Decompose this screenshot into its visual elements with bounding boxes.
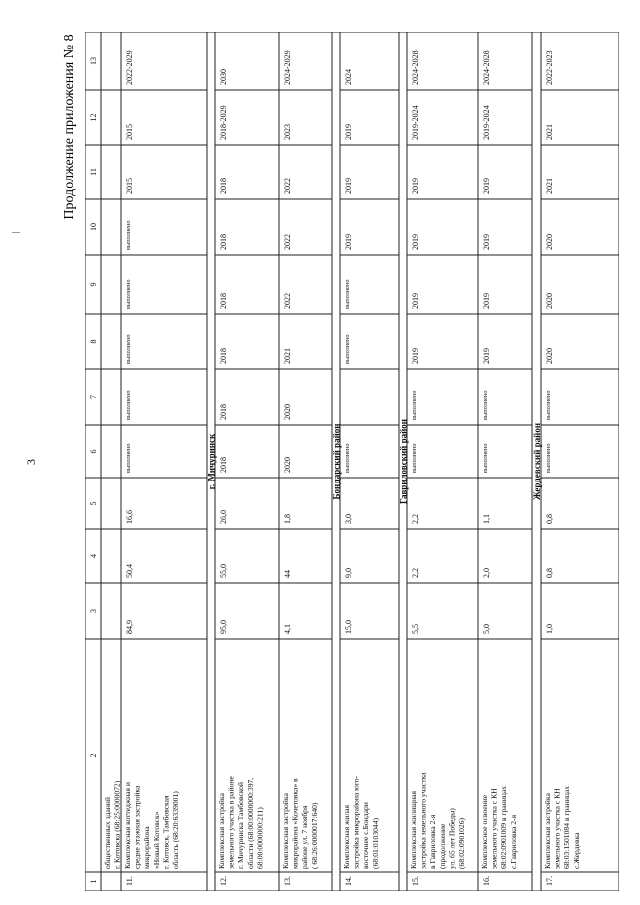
row-description: Комплексная застройка	[543, 793, 552, 869]
cell-c8: 2021	[283, 348, 292, 364]
cell-c3: 95,0	[219, 620, 228, 634]
cell-c10: 2019	[482, 234, 491, 250]
row-description: «Новый Котовск»	[151, 811, 161, 869]
row-description: г. Мичуринска Тамбовской	[236, 782, 246, 869]
cell-c11: 2019	[411, 178, 420, 194]
cell-c8: выполнено	[344, 334, 351, 364]
cell-c11: 2019	[344, 178, 353, 194]
cell-c4: 50,4	[125, 564, 134, 578]
cell-c3: 84,9	[125, 620, 134, 634]
data-table	[85, 32, 619, 891]
cell-c6: выполнено	[125, 443, 132, 473]
cell-c5: 1,1	[482, 514, 491, 524]
row-description: Комплексная коттеджная и	[123, 782, 132, 869]
column-header: 13	[89, 57, 98, 65]
row-description: Комплексная застройка	[217, 793, 226, 869]
cell-c6: выполнено	[545, 443, 552, 473]
cell-c9: выполнено	[344, 279, 351, 309]
cell-c7: выполнено	[545, 390, 552, 420]
cell-c8: 2019	[411, 348, 420, 364]
cell-c8: 2019	[482, 348, 491, 364]
cell-c11: 2022	[283, 178, 292, 194]
column-header: 5	[89, 501, 98, 506]
cell-c4: 44	[283, 570, 292, 578]
cell-c4: 2,0	[482, 568, 491, 578]
column-header: 8	[89, 339, 98, 344]
cell-c12: 2021	[545, 124, 554, 140]
cell-c7: 2018	[219, 404, 228, 420]
row-number: 15.	[411, 876, 420, 886]
cell-c4: 0,8	[545, 568, 554, 578]
row-description: Комплексное освоение	[480, 794, 489, 869]
cell-c13: 2022-2029	[125, 50, 134, 85]
column-header: 1	[89, 879, 98, 884]
cell-c9: 2022	[283, 293, 292, 309]
cell-c8: выполнено	[125, 334, 132, 364]
column-header: 12	[89, 113, 98, 122]
section-header: Жердевский район	[532, 422, 542, 501]
cell-c7: выполнено	[411, 390, 418, 420]
cell-c5: 1,8	[283, 514, 292, 524]
cell-c13: 2022-2023	[545, 50, 554, 85]
cell-c5: 16,6	[125, 510, 134, 524]
column-header: 9	[89, 282, 98, 287]
cell-c10: выполнено	[125, 220, 132, 250]
row-description: общественных зданий	[103, 797, 112, 869]
cell-c9: 2019	[482, 293, 491, 309]
cell-c6: 2018	[219, 457, 228, 473]
column-header: 2	[89, 753, 98, 758]
row-description: области (68:00:0000000:397,	[245, 777, 255, 869]
row-description: г. Котовска (68:25:0000072)	[112, 780, 122, 869]
cell-c10: 2022	[283, 234, 292, 250]
row-description: Комплексная застройка	[281, 793, 290, 869]
cell-c13: 2024	[344, 69, 353, 85]
row-description: г. Котовск, Тамбовская	[161, 795, 171, 869]
row-description: (68:02:0901026)	[457, 817, 466, 869]
row-description: земельного участка с КН	[552, 788, 562, 869]
continuation-title: Продолжение приложения № 8	[62, 34, 77, 220]
column-header: 4	[89, 554, 98, 558]
column-header: 10	[89, 223, 98, 231]
row-number: 13.	[283, 876, 292, 886]
cell-c4: 9,0	[344, 568, 353, 578]
row-description: ( 68:26:0000017:640)	[309, 802, 319, 869]
row-description: 68:02:0901009 в границах	[499, 785, 509, 869]
row-description: с.Гавриловка 2-я	[508, 814, 518, 869]
row-number: 16.	[482, 876, 491, 886]
column-header: 11	[89, 168, 98, 176]
section-header: Бондарский район	[331, 423, 342, 500]
cell-c10: 2019	[344, 234, 353, 250]
cell-c12: 2018-2029	[219, 105, 228, 140]
cell-c6: выполнено	[344, 443, 351, 473]
section-header: г. Мичуринск	[206, 433, 217, 490]
cell-c5: 3,0	[344, 514, 353, 524]
cell-c11: 2019	[482, 178, 491, 194]
row-description: ул. 65 лет Победы)	[447, 808, 457, 869]
section-header: Гавриловский район	[398, 419, 409, 504]
row-description: средне этажная застройка	[132, 785, 142, 869]
row-description: Комплексная жилищная	[409, 790, 418, 869]
cell-c13: 2024-2028	[482, 50, 491, 85]
cell-c12: 2019-2024	[411, 105, 420, 140]
cell-c5: 2,2	[411, 514, 420, 524]
cell-c13: 2024-2029	[283, 50, 292, 85]
row-description: (68:01:0103044)	[370, 817, 380, 869]
row-description: 68:03:1501084 в границах	[562, 785, 572, 869]
cell-c12: 2019-2024	[482, 105, 491, 140]
cell-c9: 2019	[411, 293, 420, 309]
row-description: районе ул. 7 ноября	[300, 805, 310, 869]
cell-c10: 2020	[545, 234, 554, 250]
cell-c11: 2018	[219, 178, 228, 194]
cell-c9: выполнено	[125, 279, 132, 309]
column-header: 6	[89, 449, 98, 454]
cell-c3: 15,0	[344, 620, 353, 634]
cell-c10: 2019	[411, 234, 420, 250]
cell-c11: 2021	[545, 178, 554, 194]
row-description: восточнее с.Бондари	[361, 802, 371, 869]
row-description: земельного участка в районе	[226, 776, 236, 869]
cell-c3: 5,0	[482, 624, 491, 634]
cell-c4: 2,2	[411, 568, 420, 578]
margin-mark	[12, 232, 20, 233]
cell-c11: 2015	[125, 178, 134, 194]
row-description: микрорайона	[142, 826, 152, 869]
row-number: 12.	[219, 876, 228, 886]
row-number: 14.	[344, 876, 353, 886]
cell-c6: выполнено	[411, 443, 418, 473]
cell-c8: 2018	[219, 348, 228, 364]
column-header: 3	[89, 609, 98, 613]
cell-c10: 2018	[219, 234, 228, 250]
cell-c12: 2015	[125, 124, 134, 140]
row-description: в Гавриловка 2-я	[428, 814, 438, 869]
row-description: Комплексная жилая	[342, 804, 351, 869]
row-description: земельного участка с КН	[489, 788, 499, 869]
row-description: застройка земельного участка	[418, 772, 428, 869]
cell-c7: выполнено	[125, 390, 132, 420]
cell-c13: 2030	[219, 69, 228, 85]
cell-c5: 0,8	[545, 514, 554, 524]
cell-c9: 2020	[545, 293, 554, 309]
page-number: 3	[24, 459, 38, 465]
row-description: 68:00:0000000:211)	[255, 807, 265, 869]
cell-c9: 2018	[219, 293, 228, 309]
cell-c5: 26,0	[219, 510, 228, 524]
cell-c12: 2023	[283, 124, 292, 140]
cell-c3: 5,5	[411, 624, 420, 634]
row-description: (продолжение	[437, 823, 447, 869]
row-number: 11.	[125, 876, 134, 886]
cell-c12: 2019	[344, 124, 353, 140]
row-number: 17.	[545, 876, 554, 886]
row-description: застройка микрорайона юго-	[351, 775, 361, 869]
cell-c3: 4,1	[283, 624, 292, 634]
cell-c6: выполнено	[482, 443, 489, 473]
column-header: 7	[89, 395, 98, 399]
cell-c13: 2024-2028	[411, 50, 420, 85]
cell-c8: 2020	[545, 348, 554, 364]
row-description: микрорайона «Кочетовка» в	[290, 778, 300, 869]
row-description: область (68:20:6339001)	[171, 791, 180, 869]
cell-c3: 1,0	[545, 624, 554, 634]
cell-c6: 2020	[283, 457, 292, 473]
cell-c7: выполнено	[482, 390, 489, 420]
cell-c4: 55,0	[219, 564, 228, 578]
row-description: с.Жердевка	[571, 832, 581, 869]
cell-c7: 2020	[283, 404, 292, 420]
